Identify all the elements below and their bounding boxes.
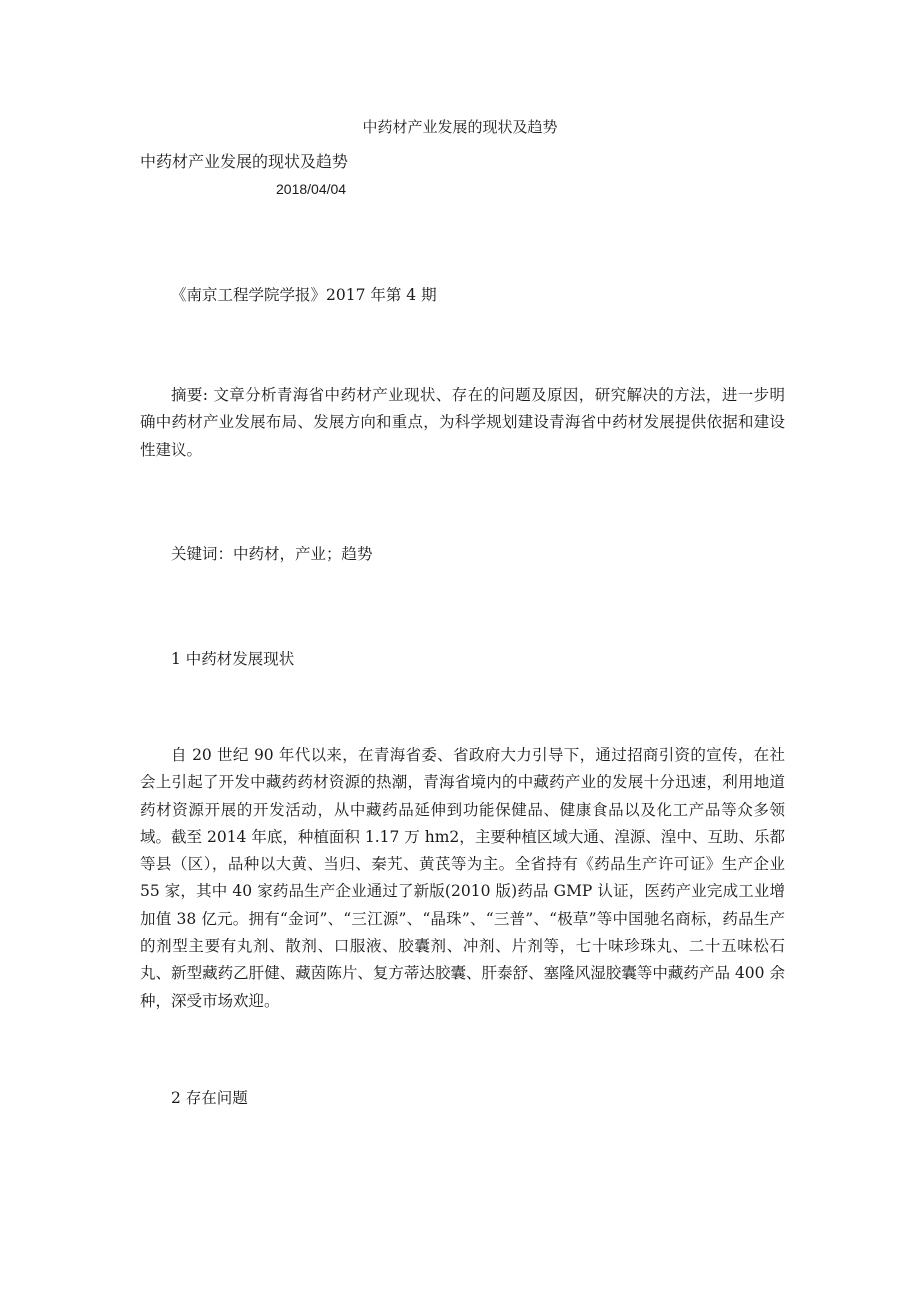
section-heading: 1 中药材发展现状 — [171, 650, 295, 668]
journal-source: 《南京工程学院学报》2017 年第 4 期 — [171, 286, 437, 304]
abstract-paragraph: 摘要: 文章分析青海省中药材产业现状、存在的问题及原因，研究解决的方法，进一步明确中药材产业发展布局、发展方向和重点，为科学规划建设青海省中药材发展提供依据和建设性建议。 — [140, 386, 785, 459]
section-body-paragraph: 自 20 世纪 90 年代以来，在青海省委、省政府大力引导下，通过招商引资的宣传，在社会上引起了开发中藏药药材资源的热潮，青海省境内的中藏药产业的发展十分迅速，利用地道药材资源开展的开发活动，从中藏药品延伸到功能保健品、健康食品以及化工产品等众多领域。截至 2014 年底，种植面积 1.17 万 hm2，主要种植区域大通、湟源、湟中、互助、乐都等县（区），品种以大黄、当归、秦艽、黄芪等为主。全省持有《药品生产许可证》生产企业 55 家，其中 40 家药品生产企业通过了新版(2010 版)药品 GMP 认证，医药产业完成工业增加值 38 亿元。拥有“金诃”、“三江源”、“晶珠”、“三普”、“极草”等中国驰名商标，药品生产的剂型主要有丸剂、散剂、口服液、胶囊剂、冲剂、片剂等，七十味珍珠丸、二十五味松石丸、新型藏药乙肝健、藏茵陈片、复方蒂达胶囊、肝泰舒、塞隆风湿胶囊等中藏药产品 400 余种，深受市场欢迎。 — [140, 746, 785, 1010]
document-title: 中药材产业发展的现状及趋势 — [362, 118, 558, 136]
document-subtitle: 中药材产业发展的现状及趋势 — [140, 152, 349, 171]
keywords-line: 关键词：中药材，产业；趋势 — [171, 545, 373, 563]
section-heading: 2 存在问题 — [171, 1089, 248, 1107]
publish-date: 2018/04/04 — [276, 181, 347, 197]
